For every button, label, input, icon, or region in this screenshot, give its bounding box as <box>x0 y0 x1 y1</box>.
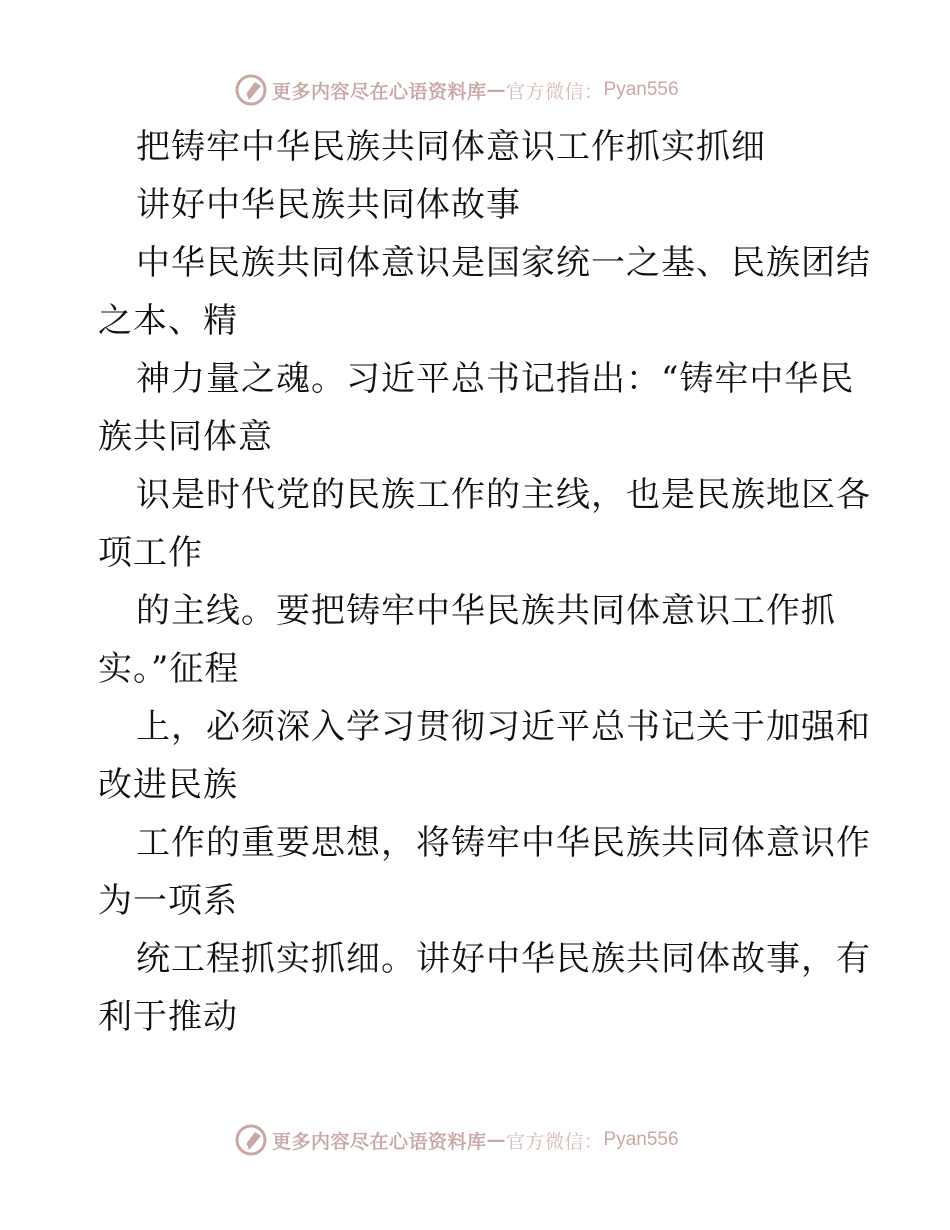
watermark-wechat-label: 官方微信： <box>506 1130 604 1153</box>
text-line: 的主线。要把铸牢中华民族共同体意识工作抓 <box>136 591 836 631</box>
text-line: 为一项系 <box>98 881 238 921</box>
pen-nib-logo-icon <box>234 73 268 107</box>
watermark-dash: — <box>486 1129 507 1151</box>
text-line: 之本、精 <box>98 301 238 341</box>
text-line: 利于推动 <box>98 997 238 1037</box>
text-line: 识是时代党的民族工作的主线，也是民族地区各 <box>136 475 871 515</box>
text-line: 讲好中华民族共同体故事 <box>136 185 521 225</box>
watermark-wechat-label: 官方微信： <box>506 80 604 103</box>
text-line: 族共同体意 <box>98 417 273 457</box>
text-line: 项工作 <box>98 533 203 573</box>
text-line: 上，必须深入学习贯彻习近平总书记关于加强和 <box>136 707 871 747</box>
watermark-wechat-id: Pyan556 <box>603 1129 679 1150</box>
watermark-dash: — <box>486 79 507 101</box>
text-line: 中华民族共同体意识是国家统一之基、民族团结 <box>136 243 871 283</box>
text-line: 实。”征程 <box>98 649 240 689</box>
watermark-site-text: 更多内容尽在心语资料库 <box>272 1130 487 1153</box>
watermark-site-text: 更多内容尽在心语资料库 <box>272 80 487 103</box>
pen-nib-logo-icon <box>234 1123 268 1157</box>
header-watermark <box>234 72 679 108</box>
text-line: 改进民族 <box>98 765 238 805</box>
document-body <box>98 118 871 1046</box>
text-line: 把铸牢中华民族共同体意识工作抓实抓细 <box>136 127 766 167</box>
text-line: 工作的重要思想，将铸牢中华民族共同体意识作 <box>136 823 871 863</box>
watermark-wechat-id: Pyan556 <box>603 79 679 100</box>
text-line: 统工程抓实抓细。讲好中华民族共同体故事，有 <box>136 939 871 979</box>
footer-watermark <box>234 1122 679 1158</box>
text-line: 神力量之魂。习近平总书记指出：“铸牢中华民 <box>136 359 855 399</box>
